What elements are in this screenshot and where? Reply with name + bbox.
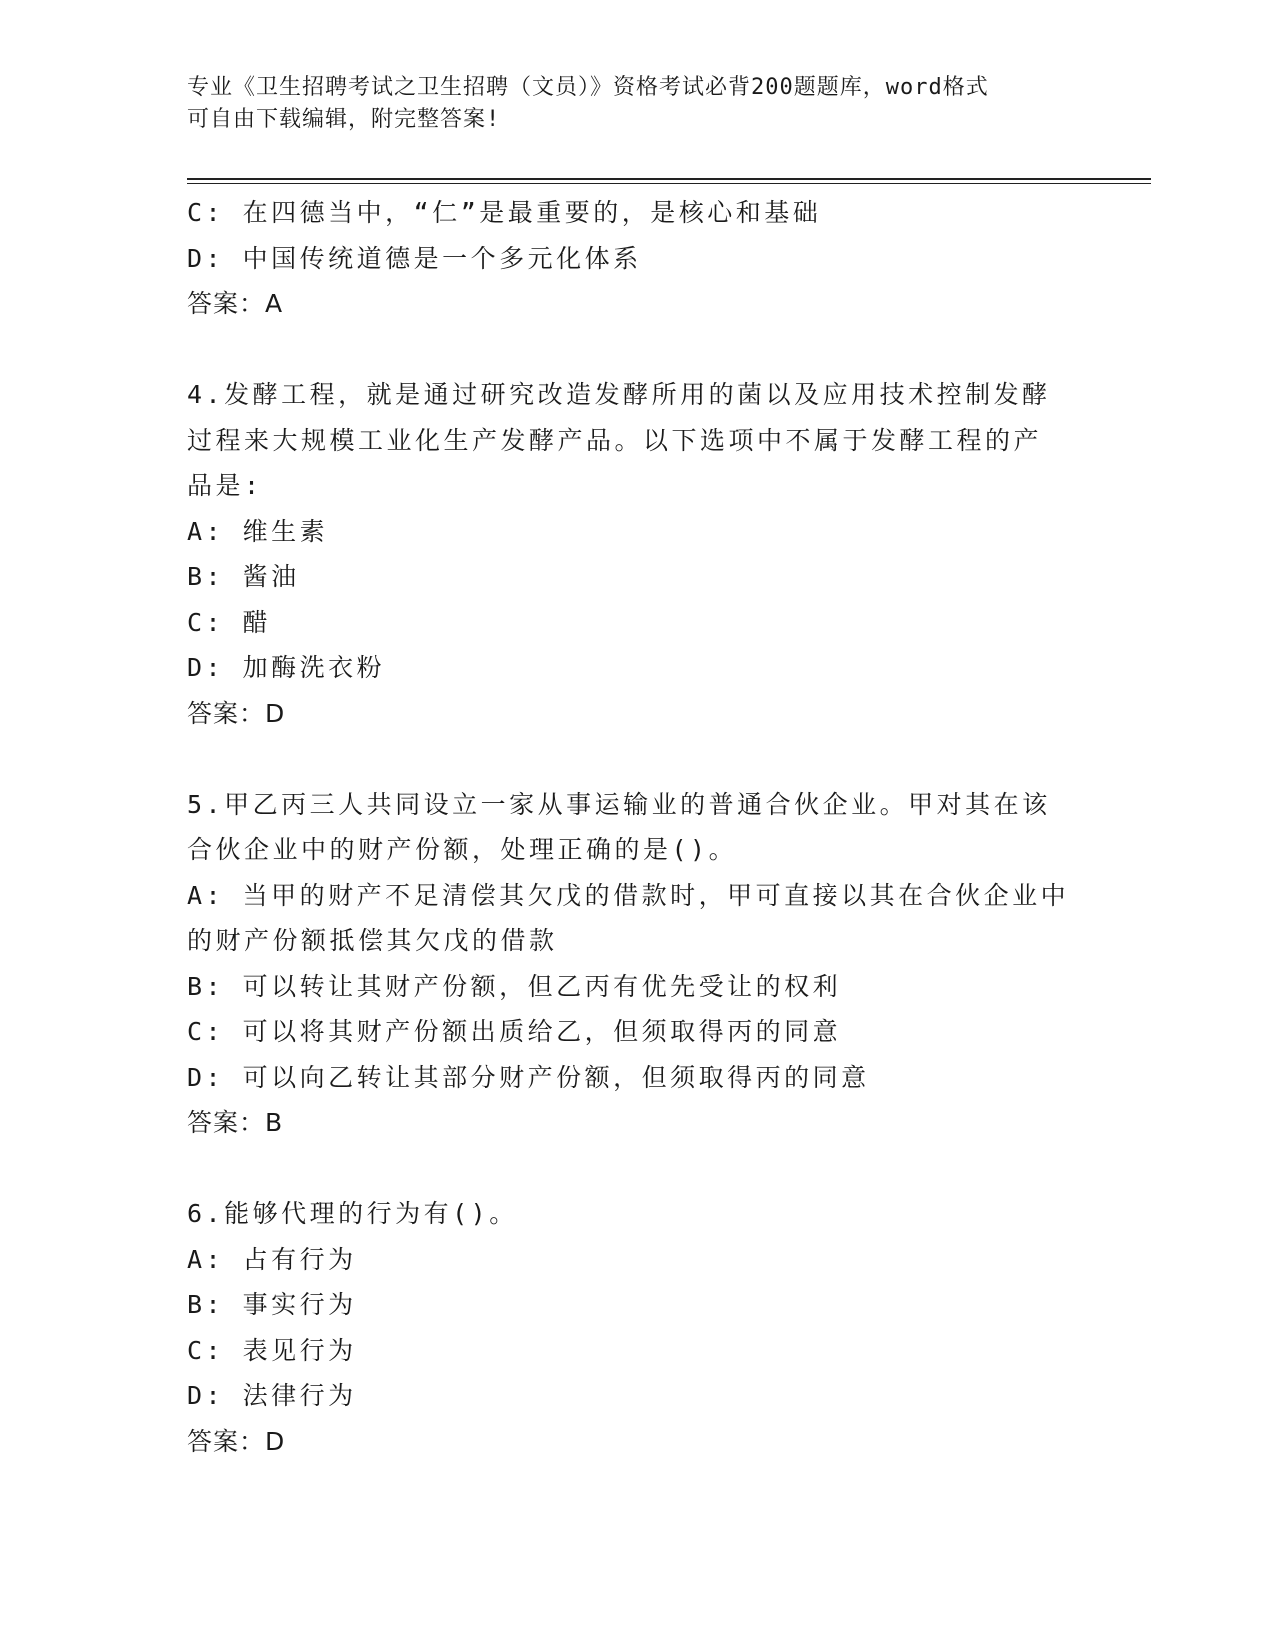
answer-line: 答案：A xyxy=(187,289,284,318)
question-6 xyxy=(187,1191,1087,1464)
option-a: A: 当甲的财产不足清偿其欠戊的借款时，甲可直接以其在合伙企业中 xyxy=(187,880,1070,910)
option-d: D: 中国传统道德是一个多元化体系 xyxy=(187,243,642,273)
question-text: 4.发酵工程，就是通过研究改造发酵所用的菌以及应用技术控制发酵 xyxy=(187,380,1051,409)
question-text: 合伙企业中的财产份额，处理正确的是()。 xyxy=(187,835,738,864)
question-list xyxy=(187,190,1087,1464)
question-5 xyxy=(187,782,1087,1146)
option-c: C: 表见行为 xyxy=(187,1335,357,1365)
option-a: A: 占有行为 xyxy=(187,1244,357,1274)
option-b: B: 酱油 xyxy=(187,562,300,591)
spacer xyxy=(187,736,1087,782)
spacer xyxy=(187,1146,1087,1192)
document-header xyxy=(187,72,1067,136)
option-b: B: 事实行为 xyxy=(187,1290,357,1319)
question-text: 过程来大规模工业化生产发酵产品。以下选项中不属于发酵工程的产 xyxy=(187,425,1043,455)
answer-line: 答案：D xyxy=(187,698,286,728)
option-d: D: 加酶洗衣粉 xyxy=(187,653,386,682)
option-d: D: 可以向乙转让其部分财产份额，但须取得丙的同意 xyxy=(187,1062,870,1092)
header-line-2: 可自由下载编辑，附完整答案! xyxy=(187,107,501,132)
option-b: B: 可以转让其财产份额，但乙丙有优先受让的权利 xyxy=(187,971,842,1001)
option-a-continued: 的财产份额抵偿其欠戊的借款 xyxy=(187,926,558,955)
question-3-continued xyxy=(187,190,1087,327)
spacer xyxy=(187,327,1087,373)
answer-line: 答案：D xyxy=(187,1426,286,1456)
header-divider xyxy=(187,178,1151,184)
option-c: C: 醋 xyxy=(187,607,272,637)
option-c: C: 可以将其财产份额出质给乙，但须取得丙的同意 xyxy=(187,1017,842,1046)
option-a: A: 维生素 xyxy=(187,516,329,546)
option-d: D: 法律行为 xyxy=(187,1381,357,1410)
question-4 xyxy=(187,372,1087,736)
question-text: 6.能够代理的行为有()。 xyxy=(187,1199,518,1228)
question-text: 5.甲乙丙三人共同设立一家从事运输业的普通合伙企业。甲对其在该 xyxy=(187,789,1051,819)
option-c: C: 在四德当中，“仁”是最重要的，是核心和基础 xyxy=(187,198,822,227)
question-text: 品是: xyxy=(187,471,263,500)
answer-line: 答案：B xyxy=(187,1108,284,1137)
header-line-1: 专业《卫生招聘考试之卫生招聘（文员）》资格考试必背200题题库，word格式 xyxy=(187,75,989,100)
